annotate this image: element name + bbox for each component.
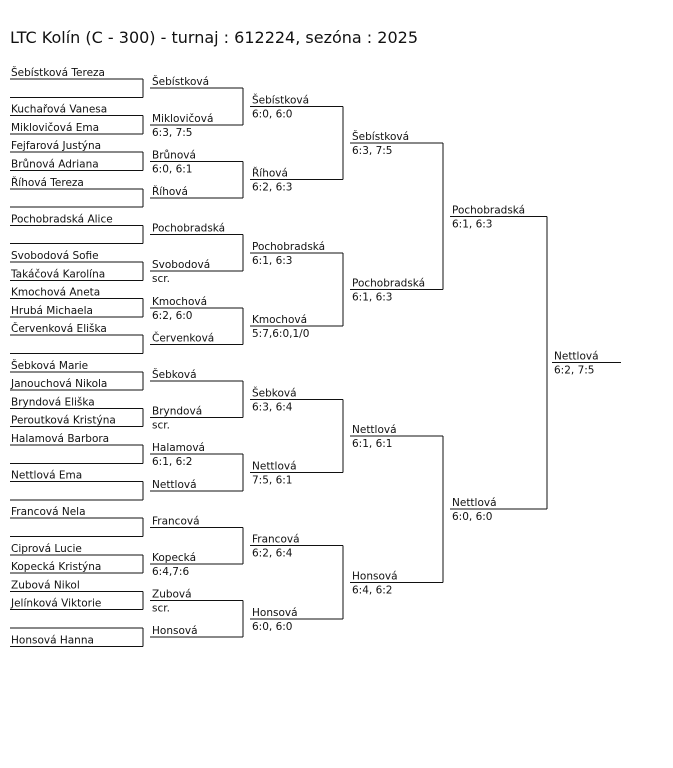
- match-score: scr.: [152, 602, 170, 615]
- match-score: 6:1, 6:1: [352, 437, 393, 450]
- match-score: 5:7,6:0,1/0: [252, 328, 310, 341]
- winner-name: Šebková: [152, 368, 197, 381]
- match-score: 6:0, 6:0: [252, 108, 293, 121]
- player-name: Fejfarová Justýna: [11, 140, 102, 153]
- match-score: 6:0, 6:0: [252, 620, 293, 633]
- player-name: Kopecká Kristýna: [11, 561, 102, 574]
- match-score: scr.: [152, 273, 170, 286]
- match-score: 6:1, 6:3: [352, 291, 393, 304]
- winner-name: Nettlová: [554, 350, 599, 363]
- winner-name: Říhová: [252, 167, 288, 180]
- player-name: Nettlová Ema: [11, 469, 83, 482]
- player-name: Kuchařová Vanesa: [11, 103, 108, 116]
- match-score: 6:0, 6:1: [152, 163, 193, 176]
- winner-name: Pochobradská: [452, 204, 526, 217]
- winner-name: Pochobradská: [252, 240, 326, 253]
- match-score: 6:3, 6:4: [252, 401, 293, 414]
- player-name: Halamová Barbora: [11, 433, 110, 445]
- winner-name: Nettlová: [252, 460, 297, 473]
- winner-name: Francová: [252, 533, 300, 546]
- match-score: 6:2, 6:0: [152, 309, 193, 322]
- winner-name: Brůnová: [152, 149, 196, 162]
- match-score: 6:3, 7:5: [352, 145, 393, 158]
- match-score: scr.: [152, 419, 170, 432]
- winner-name: Honsová: [152, 625, 198, 638]
- match-score: 6:1, 6:3: [252, 254, 293, 267]
- match-score: 6:3, 7:5: [152, 126, 193, 139]
- winner-name: Šebístková: [352, 131, 410, 144]
- match-score: 6:2, 6:4: [252, 547, 293, 560]
- match-score: 6:4, 6:2: [352, 584, 393, 597]
- page-title: LTC Kolín (C - 300) - turnaj : 612224, sezóna : 2025: [10, 28, 418, 47]
- winner-name: Svobodová: [152, 259, 211, 272]
- player-name: Kmochová Aneta: [11, 286, 101, 299]
- winner-name: Červenková: [152, 332, 215, 345]
- winner-name: Kmochová: [252, 314, 308, 327]
- winner-name: Říhová: [152, 185, 188, 198]
- winner-name: Pochobradská: [352, 277, 426, 290]
- winner-name: Pochobradská: [152, 222, 226, 235]
- match-score: 6:1, 6:2: [152, 456, 193, 469]
- winner-name: Šebístková: [252, 94, 310, 107]
- player-name: Bryndová Eliška: [11, 396, 95, 409]
- winner-name: Šebístková: [152, 76, 210, 89]
- player-name: Šebková Marie: [11, 359, 89, 372]
- match-score: 6:0, 6:0: [452, 511, 493, 524]
- player-name: Honsová Hanna: [11, 634, 94, 647]
- player-name: Jelínková Viktorie: [11, 597, 102, 610]
- winner-name: Bryndová: [152, 405, 203, 418]
- player-name: Šebístková Tereza: [11, 67, 105, 79]
- player-name: Janouchová Nikola: [11, 378, 108, 391]
- winner-name: Nettlová: [152, 478, 197, 491]
- match-score: 6:2, 7:5: [554, 364, 595, 377]
- match-score: 7:5, 6:1: [252, 474, 293, 487]
- winner-name: Honsová: [352, 570, 398, 583]
- player-name: Říhová Tereza: [11, 176, 84, 189]
- player-name: Francová Nela: [11, 506, 86, 519]
- player-name: Svobodová Sofie: [11, 250, 99, 262]
- player-name: Takáčová Karolína: [11, 268, 106, 281]
- player-name: Hrubá Michaela: [11, 304, 93, 317]
- match-score: 6:1, 6:3: [452, 218, 493, 231]
- winner-name: Honsová: [252, 606, 298, 619]
- winner-name: Halamová: [152, 442, 205, 455]
- winner-name: Nettlová: [452, 497, 497, 510]
- player-name: Miklovičová Ema: [11, 121, 100, 134]
- player-name: Červenková Eliška: [11, 323, 107, 336]
- winner-name: Kmochová: [152, 295, 208, 308]
- winner-name: Nettlová: [352, 423, 397, 436]
- winner-name: Kopecká: [152, 551, 197, 564]
- match-score: 6:4,7:6: [152, 565, 190, 578]
- player-name: Peroutková Kristýna: [11, 414, 116, 427]
- winner-name: Miklovičová: [152, 112, 214, 125]
- winner-name: Šebková: [252, 387, 297, 400]
- match-score: 6:2, 6:3: [252, 181, 293, 194]
- player-name: Pochobradská Alice: [11, 213, 113, 226]
- winner-name: Francová: [152, 515, 200, 528]
- player-name: Ciprová Lucie: [11, 542, 82, 555]
- player-name: Brůnová Adriana: [11, 158, 99, 171]
- player-name: Zubová Nikol: [11, 579, 80, 592]
- winner-name: Zubová: [152, 588, 192, 601]
